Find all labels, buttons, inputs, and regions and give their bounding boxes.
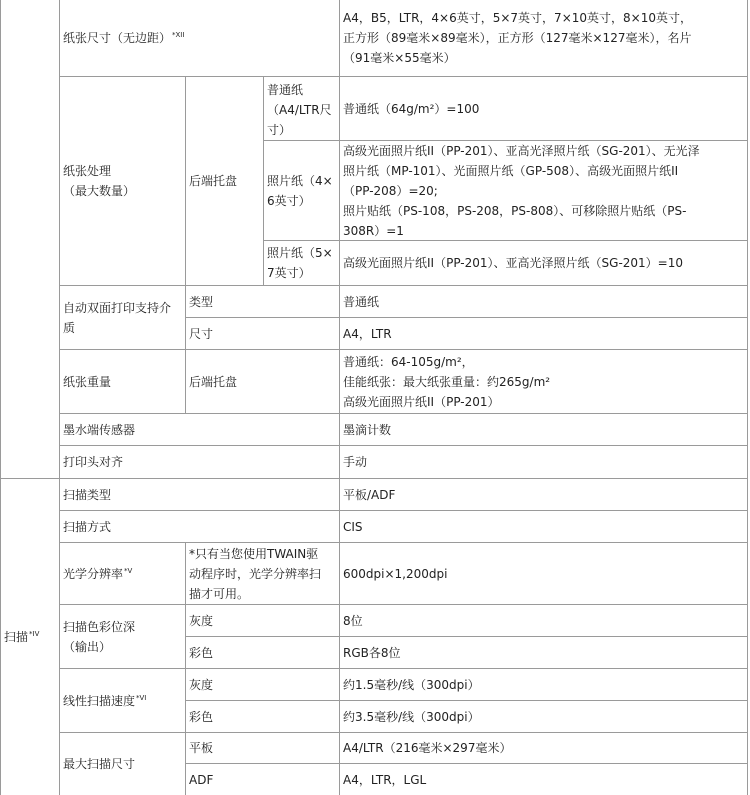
scan-section-label: 扫描$^{*IV}$ <box>4 630 40 644</box>
paper-handling-tray: 后端托盘 <box>186 77 264 286</box>
paper-weight-value: 普通纸：64-105g/m²， 佳能纸张：最大纸张重量：约265g/m² 高级光面照片纸II（PP-201） <box>340 350 748 414</box>
color-depth-label: 扫描色彩位深 （输出） <box>60 605 186 669</box>
paper-size-label: 纸张尺寸（无边距）$^{*XII}$ <box>60 0 340 77</box>
optical-resolution-label: 光学分辨率$^{*V}$ <box>60 543 186 605</box>
head-align-label: 打印头对齐 <box>60 446 340 479</box>
optical-resolution-value: 600dpi×1,200dpi <box>340 543 748 605</box>
optical-resolution-note: *只有当您使用TWAIN驱 动程序时，光学分辨率扫 描才可用。 <box>186 543 340 605</box>
photo-5x7-value: 高级光面照片纸II（PP-201）、亚高光泽照片纸（SG-201）=10 <box>340 241 748 286</box>
max-scan-size-label: 最大扫描尺寸 <box>60 733 186 795</box>
ink-sensor-label: 墨水端传感器 <box>60 414 340 446</box>
color-depth-gray-value: 8位 <box>340 605 748 637</box>
plain-paper-value: 普通纸（64g/m²）=100 <box>340 77 748 141</box>
scan-type-value: 平板/ADF <box>340 479 748 511</box>
max-scan-adf-name: ADF <box>186 764 340 795</box>
ink-sensor-value: 墨滴计数 <box>340 414 748 446</box>
scan-speed-color-value: 约3.5毫秒/线（300dpi） <box>340 701 748 733</box>
color-depth-color-value: RGB各8位 <box>340 637 748 669</box>
scan-section-cell <box>0 479 60 795</box>
duplex-type-name: 类型 <box>186 286 340 318</box>
duplex-type-value: 普通纸 <box>340 286 748 318</box>
max-scan-adf-value: A4，LTR，LGL <box>340 764 748 795</box>
scan-speed-color-name: 彩色 <box>186 701 340 733</box>
paper-weight-label: 纸张重量 <box>60 350 186 414</box>
scan-speed-label: 线性扫描速度$^{*VI}$ <box>60 669 186 733</box>
max-scan-flatbed-name: 平板 <box>186 733 340 764</box>
max-scan-flatbed-value: A4/LTR（216毫米×297毫米） <box>340 733 748 764</box>
scan-method-label: 扫描方式 <box>60 511 340 543</box>
paper-weight-tray: 后端托盘 <box>186 350 340 414</box>
photo-5x7-name: 照片纸（5× 7英寸） <box>264 241 340 286</box>
plain-paper-name: 普通纸 （A4/LTR尺 寸） <box>264 77 340 141</box>
paper-handling-label: 纸张处理 （最大数量） <box>60 77 186 286</box>
color-depth-gray-name: 灰度 <box>186 605 340 637</box>
scan-speed-gray-value: 约1.5毫秒/线（300dpi） <box>340 669 748 701</box>
head-align-value: 手动 <box>340 446 748 479</box>
color-depth-color-name: 彩色 <box>186 637 340 669</box>
scan-speed-gray-name: 灰度 <box>186 669 340 701</box>
duplex-size-value: A4，LTR <box>340 318 748 350</box>
scan-method-value: CIS <box>340 511 748 543</box>
scan-type-label: 扫描类型 <box>60 479 340 511</box>
duplex-size-name: 尺寸 <box>186 318 340 350</box>
print-section-cell <box>0 0 60 479</box>
duplex-media-label: 自动双面打印支持介 质 <box>60 286 186 350</box>
photo-4x6-name: 照片纸（4× 6英寸） <box>264 141 340 241</box>
photo-4x6-value: 高级光面照片纸II（PP-201）、亚高光泽照片纸（SG-201）、无光泽 照片纸（MP-101）、光面照片纸（GP-508）、高级光面照片纸II （PP-208）=20; 照片贴纸（PS-108，PS-208，PS-808）、可移除照片贴纸（PS- 308R）=1 <box>340 141 748 241</box>
paper-size-value: A4，B5，LTR，4×6英寸，5×7英寸，7×10英寸，8×10英寸， 正方形（89毫米×89毫米），正方形（127毫米×127毫米），名片 （91毫米×55毫米） <box>340 0 748 77</box>
